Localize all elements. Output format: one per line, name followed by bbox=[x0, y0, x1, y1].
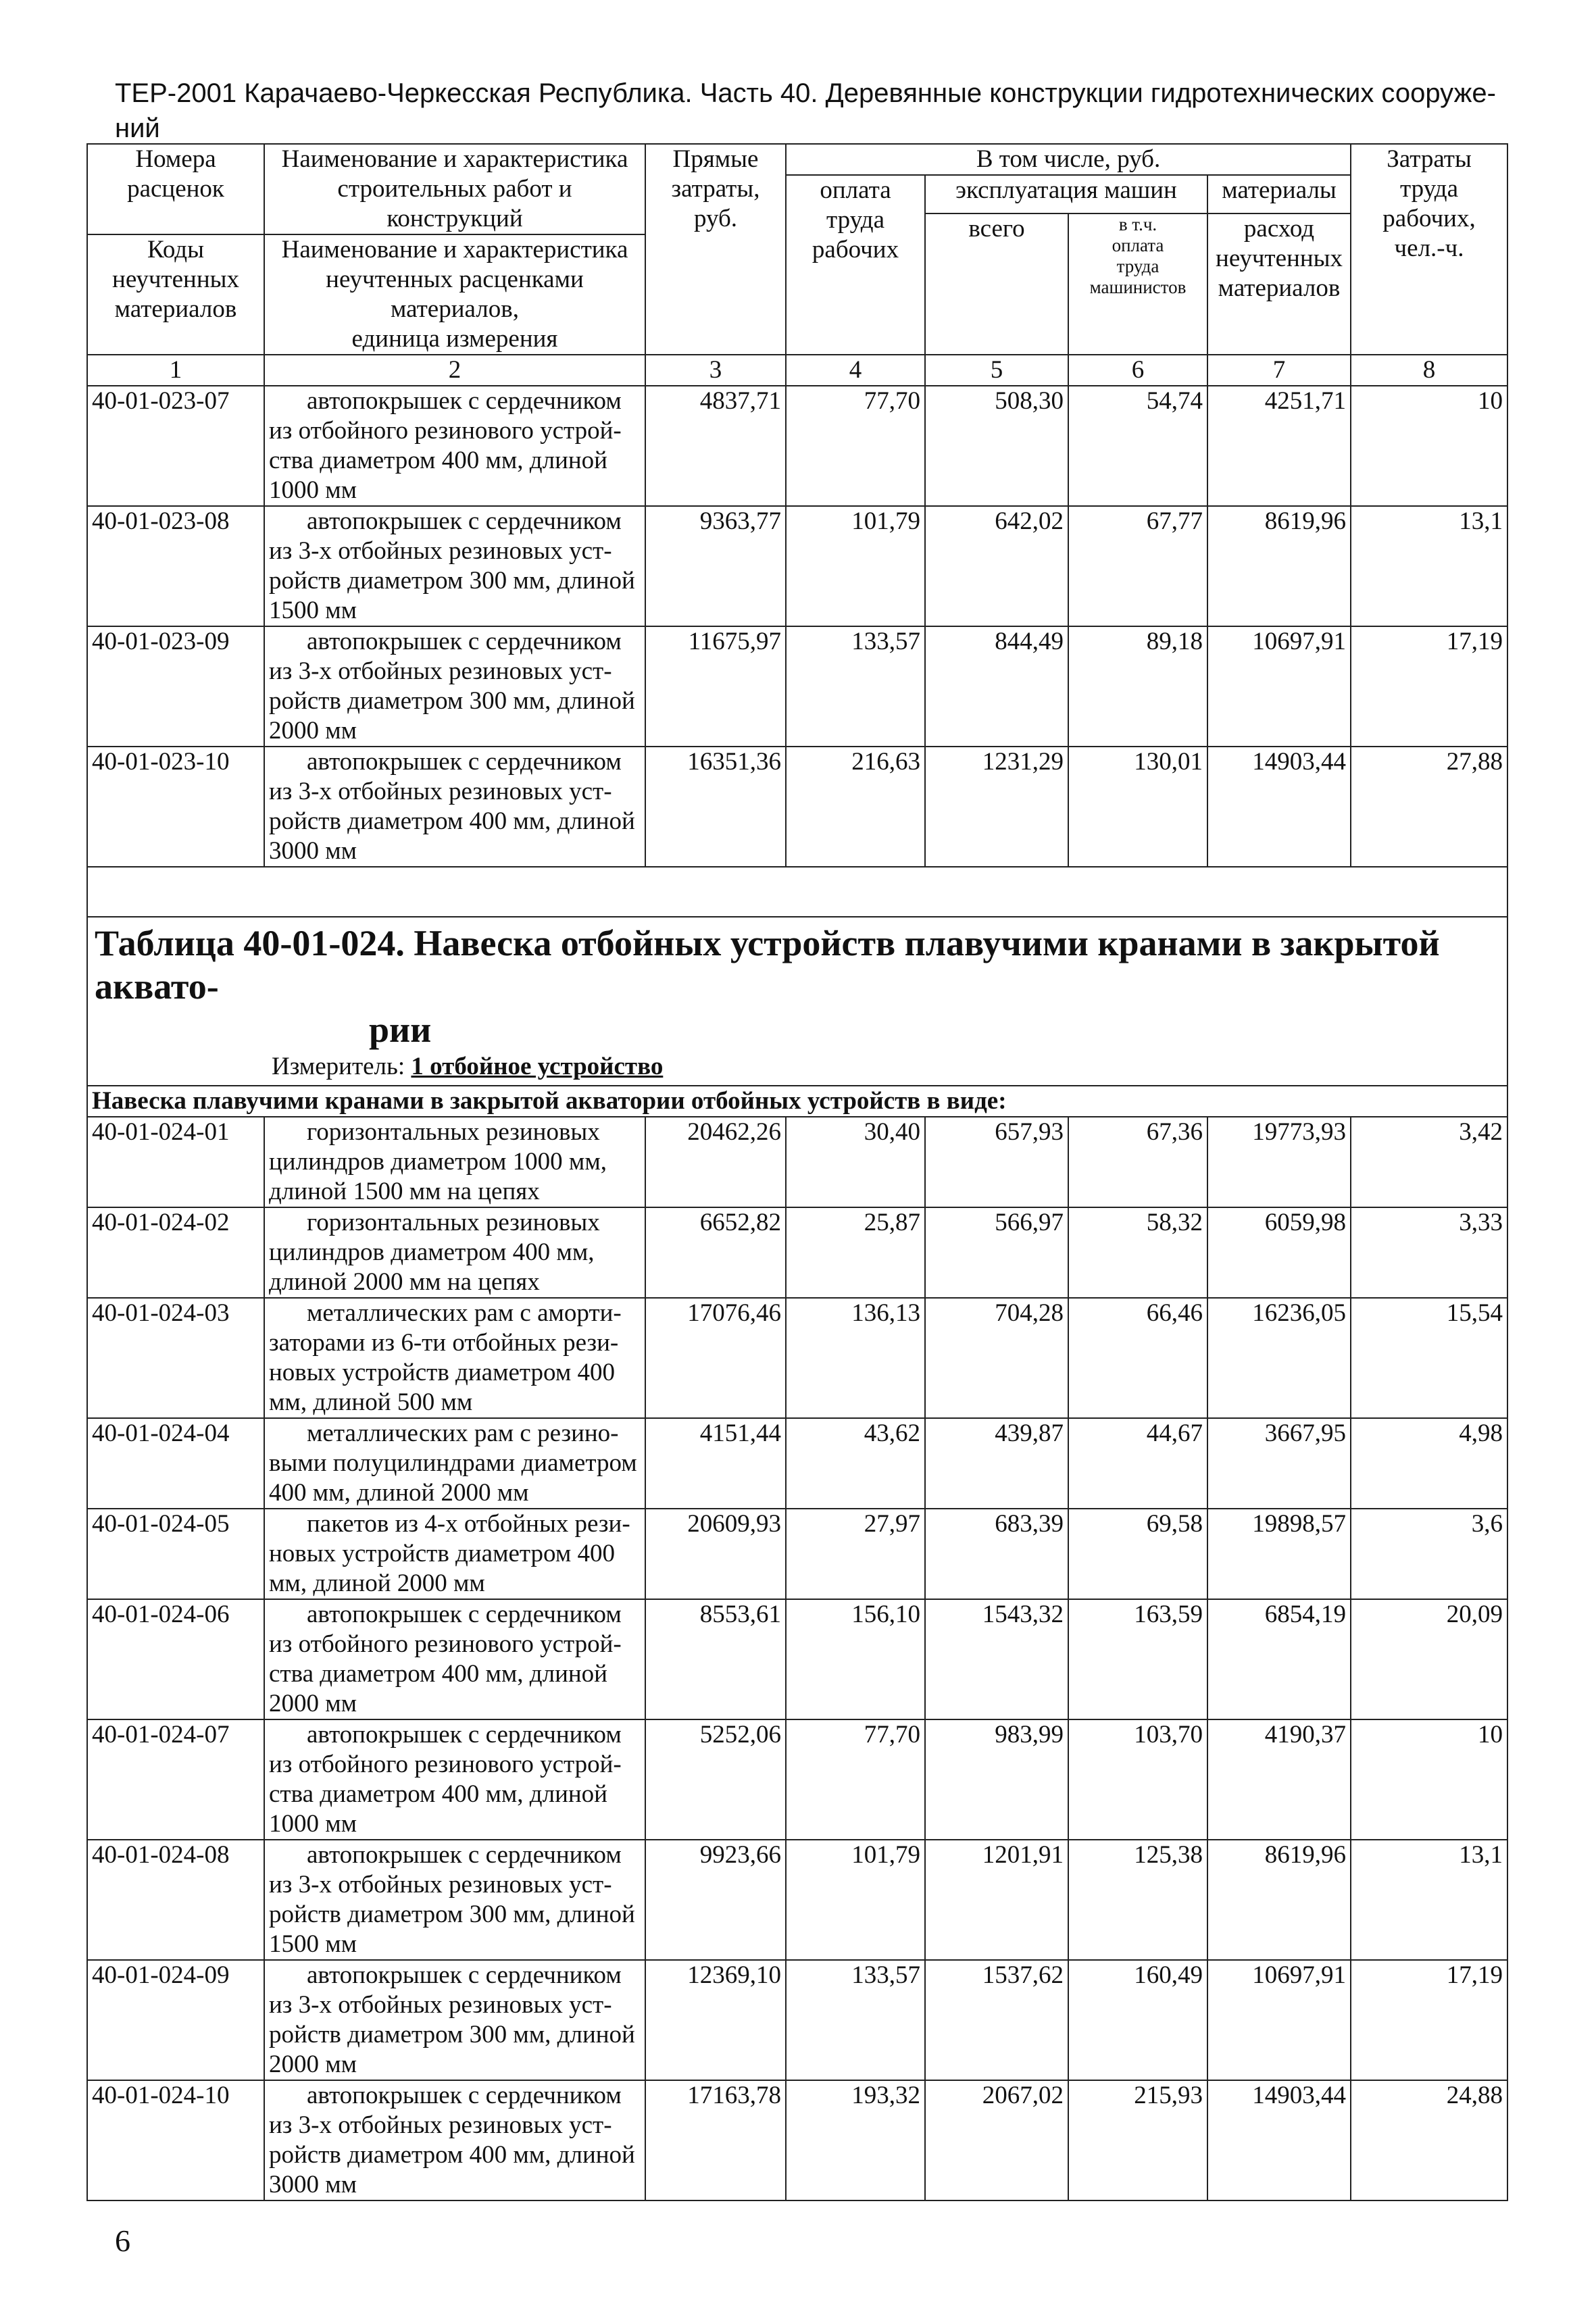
rate-code: 40-01-023-08 bbox=[87, 506, 264, 626]
rate-code: 40-01-024-01 bbox=[87, 1117, 264, 1207]
rate-code: 40-01-024-06 bbox=[87, 1599, 264, 1719]
header-naimenovanie-rabot bbox=[264, 144, 645, 234]
rate-description bbox=[264, 1418, 645, 1509]
description-line: ройств диаметром 300 мм, длиной bbox=[269, 1901, 635, 1928]
description-line: из 3-х отбойных резиновых уст- bbox=[269, 778, 612, 805]
rate-description bbox=[264, 1207, 645, 1298]
machinist-pay: 215,93 bbox=[1068, 2080, 1207, 2200]
labor-pay: 101,79 bbox=[786, 1840, 925, 1960]
machine-operation-total: 683,39 bbox=[925, 1509, 1068, 1599]
description-line: 3000 мм bbox=[269, 2171, 357, 2198]
labor-hours: 17,19 bbox=[1351, 1960, 1507, 2080]
spacer-row bbox=[87, 867, 1507, 917]
column-number: 2 bbox=[264, 355, 645, 386]
machinist-pay: 160,49 bbox=[1068, 1960, 1207, 2080]
description-line: ройств диаметром 300 мм, длиной bbox=[269, 687, 635, 715]
rates-table bbox=[86, 143, 1508, 2201]
machinist-pay: 54,74 bbox=[1068, 386, 1207, 506]
description-line: автопокрышек с сердечником bbox=[307, 1841, 622, 1869]
header-text: материалов bbox=[114, 295, 237, 323]
measure-unit bbox=[92, 1051, 1503, 1085]
column-number: 8 bbox=[1351, 355, 1507, 386]
description-line: выми полуцилиндрами диаметром bbox=[269, 1449, 637, 1477]
labor-hours: 13,1 bbox=[1351, 1840, 1507, 1960]
header-text: материалов bbox=[1218, 274, 1341, 302]
table-row bbox=[87, 747, 1507, 867]
direct-costs: 9363,77 bbox=[645, 506, 786, 626]
labor-hours: 15,54 bbox=[1351, 1298, 1507, 1418]
description-line: 1500 мм bbox=[269, 1930, 357, 1958]
labor-pay: 25,87 bbox=[786, 1207, 925, 1298]
header-text: оплата bbox=[820, 176, 891, 204]
description-line: из 3-х отбойных резиновых уст- bbox=[269, 1871, 612, 1898]
table-row bbox=[87, 1599, 1507, 1719]
machine-operation-total: 657,93 bbox=[925, 1117, 1068, 1207]
direct-costs: 9923,66 bbox=[645, 1840, 786, 1960]
description-line: мм, длиной 2000 мм bbox=[269, 1569, 485, 1597]
description-line: 400 мм, длиной 2000 мм bbox=[269, 1479, 529, 1507]
labor-pay: 101,79 bbox=[786, 506, 925, 626]
machine-operation-total: 1537,62 bbox=[925, 1960, 1068, 2080]
rate-description bbox=[264, 1117, 645, 1207]
description-line: металлических рам с аморти- bbox=[307, 1299, 622, 1327]
labor-pay: 216,63 bbox=[786, 747, 925, 867]
table-row bbox=[87, 1117, 1507, 1207]
machine-operation-total: 1543,32 bbox=[925, 1599, 1068, 1719]
direct-costs: 4837,71 bbox=[645, 386, 786, 506]
machine-operation-total: 508,30 bbox=[925, 386, 1068, 506]
description-line: горизонтальных резиновых bbox=[307, 1209, 600, 1236]
document-title-line-2: ний bbox=[115, 114, 160, 143]
direct-costs: 8553,61 bbox=[645, 1599, 786, 1719]
labor-pay: 77,70 bbox=[786, 386, 925, 506]
machinist-pay: 163,59 bbox=[1068, 1599, 1207, 1719]
materials-cost: 14903,44 bbox=[1207, 747, 1351, 867]
measure-value: 1 отбойное устройство bbox=[411, 1053, 664, 1080]
machine-operation-total: 1231,29 bbox=[925, 747, 1068, 867]
table-row bbox=[87, 1840, 1507, 1960]
table-row bbox=[87, 1719, 1507, 1840]
materials-cost: 19898,57 bbox=[1207, 1509, 1351, 1599]
machinist-pay: 69,58 bbox=[1068, 1509, 1207, 1599]
table-row bbox=[87, 1509, 1507, 1599]
description-line: 1000 мм bbox=[269, 476, 357, 504]
rate-code: 40-01-024-05 bbox=[87, 1509, 264, 1599]
machinist-pay: 125,38 bbox=[1068, 1840, 1207, 1960]
description-line: цилиндров диаметром 1000 мм, bbox=[269, 1148, 607, 1176]
direct-costs: 5252,06 bbox=[645, 1719, 786, 1840]
rate-code: 40-01-024-08 bbox=[87, 1840, 264, 1960]
description-line: автопокрышек с сердечником bbox=[307, 387, 622, 415]
description-line: автопокрышек с сердечником bbox=[307, 628, 622, 655]
machine-operation-total: 642,02 bbox=[925, 506, 1068, 626]
machinist-pay: 89,18 bbox=[1068, 626, 1207, 747]
header-text: труда bbox=[1116, 256, 1159, 276]
direct-costs: 17163,78 bbox=[645, 2080, 786, 2200]
description-line: автопокрышек с сердечником bbox=[307, 748, 622, 776]
description-line: автопокрышек с сердечником bbox=[307, 1601, 622, 1628]
header-text: неучтенных bbox=[1216, 245, 1343, 272]
table-header bbox=[87, 144, 1507, 355]
header-ekspluataciya-mashin: эксплуатация машин bbox=[925, 175, 1207, 213]
document-title-line-1: ТЕР-2001 Карачаево-Черкесская Республика. Часть 40. Деревянные конструкции гидротехнических сооруже- bbox=[115, 78, 1496, 108]
labor-hours: 13,1 bbox=[1351, 506, 1507, 626]
table-row bbox=[87, 1418, 1507, 1509]
rate-description bbox=[264, 2080, 645, 2200]
labor-hours: 4,98 bbox=[1351, 1418, 1507, 1509]
materials-cost: 6059,98 bbox=[1207, 1207, 1351, 1298]
header-text: неучтенных расценками материалов, bbox=[326, 266, 584, 323]
rate-description bbox=[264, 626, 645, 747]
description-line: из 3-х отбойных резиновых уст- bbox=[269, 2111, 612, 2139]
header-v-tch-mashinistov bbox=[1068, 213, 1207, 355]
page-number: 6 bbox=[115, 2223, 130, 2258]
table-row bbox=[87, 506, 1507, 626]
header-text: машинистов bbox=[1089, 277, 1187, 297]
description-line: из отбойного резинового устрой- bbox=[269, 417, 622, 445]
materials-cost: 6854,19 bbox=[1207, 1599, 1351, 1719]
rate-code: 40-01-023-09 bbox=[87, 626, 264, 747]
materials-cost: 4251,71 bbox=[1207, 386, 1351, 506]
machine-operation-total: 439,87 bbox=[925, 1418, 1068, 1509]
header-text: расход bbox=[1243, 215, 1315, 243]
measure-label: Измеритель: bbox=[272, 1053, 405, 1080]
description-line: 1000 мм bbox=[269, 1810, 357, 1838]
labor-pay: 133,57 bbox=[786, 626, 925, 747]
header-text: затраты, bbox=[671, 175, 760, 203]
description-line: ройств диаметром 300 мм, длиной bbox=[269, 567, 635, 595]
materials-cost: 10697,91 bbox=[1207, 626, 1351, 747]
table-024-heading bbox=[87, 867, 1507, 1117]
description-line: ройств диаметром 400 мм, длиной bbox=[269, 2141, 635, 2169]
description-line: ройств диаметром 300 мм, длиной bbox=[269, 2021, 635, 2048]
table-row bbox=[87, 626, 1507, 747]
description-line: из отбойного резинового устрой- bbox=[269, 1630, 622, 1658]
table-024-title bbox=[87, 917, 1507, 1086]
header-text: Прямые bbox=[672, 145, 759, 173]
machine-operation-total: 566,97 bbox=[925, 1207, 1068, 1298]
header-text: расценок bbox=[127, 175, 224, 203]
labor-hours: 3,33 bbox=[1351, 1207, 1507, 1298]
header-text: рабочих, bbox=[1382, 205, 1476, 232]
section-heading: Навеска плавучими кранами в закрытой акватории отбойных устройств в виде: bbox=[87, 1086, 1507, 1117]
description-line: горизонтальных резиновых bbox=[307, 1118, 600, 1146]
description-line: из отбойного резинового устрой- bbox=[269, 1751, 622, 1778]
header-kody-materialov bbox=[87, 234, 264, 355]
header-text: труда bbox=[826, 206, 885, 234]
labor-pay: 136,13 bbox=[786, 1298, 925, 1418]
description-line: новых устройств диаметром 400 bbox=[269, 1540, 616, 1567]
direct-costs: 17076,46 bbox=[645, 1298, 786, 1418]
description-line: автопокрышек с сердечником bbox=[307, 1961, 622, 1989]
description-line: заторами из 6-ти отбойных рези- bbox=[269, 1329, 619, 1357]
machinist-pay: 66,46 bbox=[1068, 1298, 1207, 1418]
header-vsego: всего bbox=[925, 213, 1068, 355]
description-line: ройств диаметром 400 мм, длиной bbox=[269, 807, 635, 835]
machinist-pay: 130,01 bbox=[1068, 747, 1207, 867]
header-text: Затраты bbox=[1387, 145, 1472, 173]
description-line: 1500 мм bbox=[269, 597, 357, 624]
labor-hours: 10 bbox=[1351, 1719, 1507, 1840]
direct-costs: 4151,44 bbox=[645, 1418, 786, 1509]
header-v-tom-chisle: В том числе, руб. bbox=[786, 144, 1351, 175]
header-text: труда bbox=[1399, 175, 1459, 203]
labor-pay: 133,57 bbox=[786, 1960, 925, 2080]
table-024-title-line-1: Таблица 40-01-024. Навеска отбойных устройств плавучими кранами в закрытой аквато- bbox=[95, 923, 1440, 1007]
header-text: оплата bbox=[1112, 235, 1164, 255]
table-024-title-line-2: рии bbox=[369, 1009, 432, 1050]
machine-operation-total: 1201,91 bbox=[925, 1840, 1068, 1960]
description-line: пакетов из 4-х отбойных рези- bbox=[307, 1510, 630, 1538]
description-line: ства диаметром 400 мм, длиной bbox=[269, 1660, 607, 1688]
table-row bbox=[87, 1298, 1507, 1418]
header-pryamye-zatraty bbox=[645, 144, 786, 355]
header-text: неучтенных bbox=[112, 266, 239, 293]
rows-table-024 bbox=[87, 1117, 1507, 2200]
rate-description bbox=[264, 506, 645, 626]
rate-description bbox=[264, 1960, 645, 2080]
machinist-pay: 67,36 bbox=[1068, 1117, 1207, 1207]
header-text: строительных работ и конструкций bbox=[337, 175, 572, 232]
description-line: 2000 мм bbox=[269, 2051, 357, 2078]
description-line: новых устройств диаметром 400 bbox=[269, 1359, 616, 1386]
labor-hours: 10 bbox=[1351, 386, 1507, 506]
labor-pay: 30,40 bbox=[786, 1117, 925, 1207]
labor-hours: 3,6 bbox=[1351, 1509, 1507, 1599]
machinist-pay: 67,77 bbox=[1068, 506, 1207, 626]
description-line: автопокрышек с сердечником bbox=[307, 2082, 622, 2109]
labor-hours: 20,09 bbox=[1351, 1599, 1507, 1719]
header-text: в т.ч. bbox=[1118, 214, 1157, 234]
header-text: Наименование и характеристика bbox=[281, 145, 628, 173]
machine-operation-total: 2067,02 bbox=[925, 2080, 1068, 2200]
description-line: длиной 1500 мм на цепях bbox=[269, 1178, 540, 1205]
direct-costs: 20609,93 bbox=[645, 1509, 786, 1599]
table-row bbox=[87, 1960, 1507, 2080]
description-line: 2000 мм bbox=[269, 1690, 357, 1717]
materials-cost: 10697,91 bbox=[1207, 1960, 1351, 2080]
machinist-pay: 58,32 bbox=[1068, 1207, 1207, 1298]
header-rashod-materialov bbox=[1207, 213, 1351, 355]
labor-hours: 24,88 bbox=[1351, 2080, 1507, 2200]
document-title bbox=[115, 76, 1500, 146]
rate-description bbox=[264, 1840, 645, 1960]
rate-code: 40-01-023-07 bbox=[87, 386, 264, 506]
description-line: из 3-х отбойных резиновых уст- bbox=[269, 1991, 612, 2019]
rate-description bbox=[264, 1719, 645, 1840]
materials-cost: 4190,37 bbox=[1207, 1719, 1351, 1840]
labor-hours: 17,19 bbox=[1351, 626, 1507, 747]
column-numbers-row bbox=[87, 355, 1507, 386]
labor-pay: 43,62 bbox=[786, 1418, 925, 1509]
materials-cost: 3667,95 bbox=[1207, 1418, 1351, 1509]
header-oplata-truda bbox=[786, 175, 925, 355]
header-text: Наименование и характеристика bbox=[281, 236, 628, 263]
header-text: Номера bbox=[135, 145, 216, 173]
rows-table-023 bbox=[87, 386, 1507, 867]
table-row bbox=[87, 2080, 1507, 2200]
direct-costs: 16351,36 bbox=[645, 747, 786, 867]
rate-description bbox=[264, 386, 645, 506]
column-number: 5 bbox=[925, 355, 1068, 386]
description-line: длиной 2000 мм на цепях bbox=[269, 1268, 540, 1296]
description-line: цилиндров диаметром 400 мм, bbox=[269, 1238, 595, 1266]
description-line: мм, длиной 500 мм bbox=[269, 1388, 473, 1416]
column-number: 7 bbox=[1207, 355, 1351, 386]
rate-code: 40-01-024-09 bbox=[87, 1960, 264, 2080]
labor-pay: 77,70 bbox=[786, 1719, 925, 1840]
header-nomera-rascenok bbox=[87, 144, 264, 234]
table-row bbox=[87, 1207, 1507, 1298]
header-text: чел.-ч. bbox=[1394, 234, 1464, 262]
column-number: 4 bbox=[786, 355, 925, 386]
header-materialy: материалы bbox=[1207, 175, 1351, 213]
description-line: из 3-х отбойных резиновых уст- bbox=[269, 657, 612, 685]
labor-hours: 27,88 bbox=[1351, 747, 1507, 867]
rate-code: 40-01-024-04 bbox=[87, 1418, 264, 1509]
materials-cost: 19773,93 bbox=[1207, 1117, 1351, 1207]
direct-costs: 12369,10 bbox=[645, 1960, 786, 2080]
header-zatraty-truda bbox=[1351, 144, 1507, 355]
materials-cost: 8619,96 bbox=[1207, 506, 1351, 626]
labor-hours: 3,42 bbox=[1351, 1117, 1507, 1207]
machine-operation-total: 704,28 bbox=[925, 1298, 1068, 1418]
labor-pay: 27,97 bbox=[786, 1509, 925, 1599]
description-line: из 3-х отбойных резиновых уст- bbox=[269, 537, 612, 565]
description-line: металлических рам с резино- bbox=[307, 1419, 619, 1447]
rate-code: 40-01-024-02 bbox=[87, 1207, 264, 1298]
description-line: автопокрышек с сердечником bbox=[307, 1721, 622, 1749]
description-line: автопокрышек с сердечником bbox=[307, 507, 622, 535]
column-number: 6 bbox=[1068, 355, 1207, 386]
materials-cost: 8619,96 bbox=[1207, 1840, 1351, 1960]
header-text: единица измерения bbox=[351, 325, 558, 353]
materials-cost: 14903,44 bbox=[1207, 2080, 1351, 2200]
direct-costs: 11675,97 bbox=[645, 626, 786, 747]
rate-description bbox=[264, 1298, 645, 1418]
rate-description bbox=[264, 1599, 645, 1719]
header-text: Коды bbox=[147, 236, 204, 263]
header-naimenovanie-materialov bbox=[264, 234, 645, 355]
column-number: 3 bbox=[645, 355, 786, 386]
table-row bbox=[87, 386, 1507, 506]
materials-cost: 16236,05 bbox=[1207, 1298, 1351, 1418]
direct-costs: 6652,82 bbox=[645, 1207, 786, 1298]
machinist-pay: 44,67 bbox=[1068, 1418, 1207, 1509]
description-line: 3000 мм bbox=[269, 837, 357, 865]
rate-code: 40-01-024-10 bbox=[87, 2080, 264, 2200]
description-line: 2000 мм bbox=[269, 717, 357, 745]
description-line: ства диаметром 400 мм, длиной bbox=[269, 1780, 607, 1808]
rate-code: 40-01-024-03 bbox=[87, 1298, 264, 1418]
header-text: руб. bbox=[693, 205, 738, 232]
labor-pay: 156,10 bbox=[786, 1599, 925, 1719]
direct-costs: 20462,26 bbox=[645, 1117, 786, 1207]
machine-operation-total: 983,99 bbox=[925, 1719, 1068, 1840]
rate-description bbox=[264, 1509, 645, 1599]
rate-code: 40-01-023-10 bbox=[87, 747, 264, 867]
machine-operation-total: 844,49 bbox=[925, 626, 1068, 747]
rate-description bbox=[264, 747, 645, 867]
machinist-pay: 103,70 bbox=[1068, 1719, 1207, 1840]
rate-code: 40-01-024-07 bbox=[87, 1719, 264, 1840]
labor-pay: 193,32 bbox=[786, 2080, 925, 2200]
description-line: ства диаметром 400 мм, длиной bbox=[269, 447, 607, 474]
header-text: рабочих bbox=[812, 236, 899, 263]
column-number: 1 bbox=[87, 355, 264, 386]
